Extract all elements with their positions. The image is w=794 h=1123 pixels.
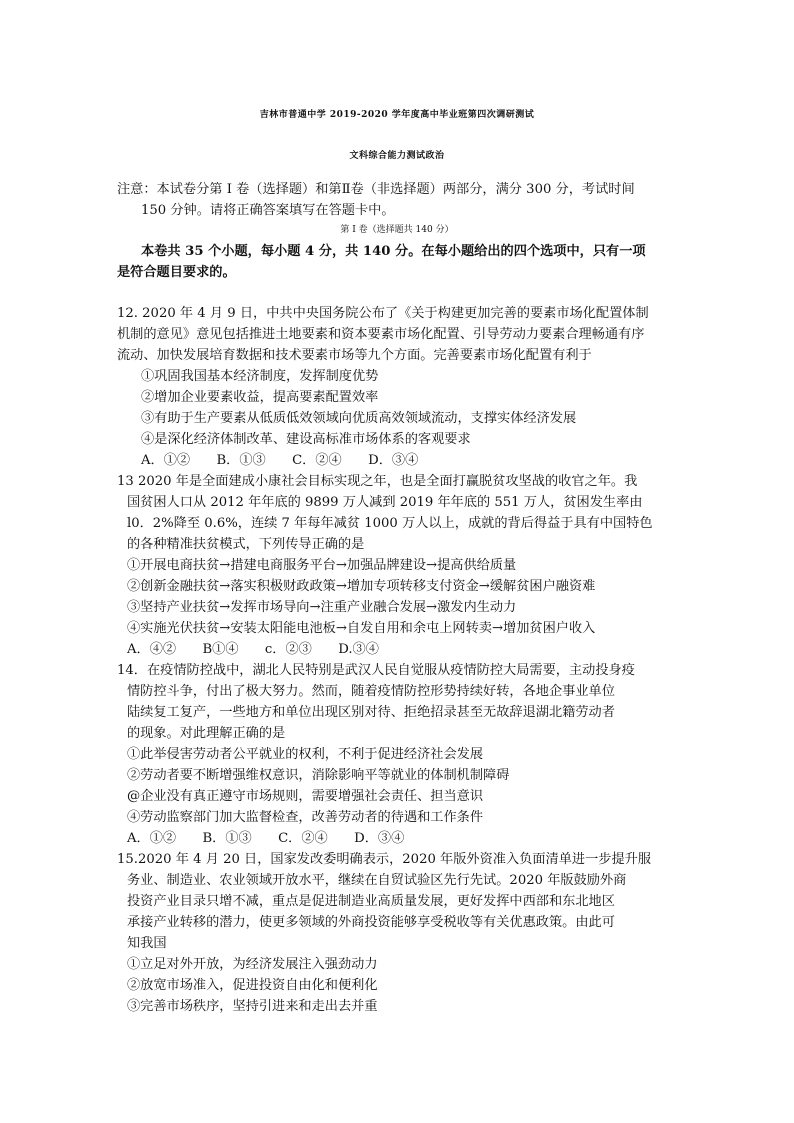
q15-stem-line-4: 承接产业转移的潜力，使更多领域的外商投资能够享受税收等有关优惠政策。由此可 — [127, 915, 615, 930]
q15-option-1: ①立足对外开放，为经济发展注入强劲动力 — [127, 957, 378, 972]
q15-stem-line-3: 投资产业目录只增不减，重点是促进制造业高质量发展，更好发挥中西部和东北地区 — [127, 894, 615, 909]
q13-option-2: ②创新金融扶贫→落实积极财政政策→增加专项转移支付资金→缓解贫困户融资难 — [127, 579, 596, 594]
q15-option-2: ②放宽市场准入，促进投资自由化和便利化 — [127, 978, 378, 993]
q14-stem-line-1: 14．在疫情防控战中，湖北人民特别是武汉人民自觉服从疫情防控大局需要，主动投身疫 — [117, 663, 635, 678]
q13-stem-line-3: l0．2%降至 0.6%，连续 7 年每年减贫 1000 万人以上，成就的背后得益于具有中国特色 — [127, 516, 653, 531]
q13-option-3: ③坚持产业扶贫→发挥市场导向→注重产业融合发展→激发内生动力 — [127, 600, 517, 615]
q12-stem-line-1: 12. 2020 年 4 月 9 日，中共中央国务院公布了《关于构建更加完善的要素市场化配置体制 — [117, 306, 649, 321]
q12-answer-choices: A．①② B．①③ C．②④ D．③④ — [141, 453, 419, 468]
q14-stem-line-2: 情防控斗争，付出了极大努力。然而，随着疫情防控形势持续好转，各地企事业单位 — [127, 684, 615, 699]
q14-option-3: @企业没有真正遵守市场规则，需要增强社会责任、担当意识 — [127, 789, 484, 804]
q14-option-2: ②劳动者要不断增强维权意识，消除影响平等就业的体制机制障碍 — [127, 768, 510, 783]
q13-answer-choices: A．④② B①④ c．②③ D.③④ — [127, 642, 379, 657]
q12-stem-line-3: 流动、加快发展培育数据和技术要素市场等九个方面。完善要素市场化配置有利于 — [117, 348, 592, 363]
q14-stem-line-3: 陆续复工复产，一些地方和单位出现区别对待、拒绝招录甚至无故辞退湖北籍劳动者 — [127, 705, 615, 720]
q14-option-1: ①此举侵害劳动者公平就业的权利，不利于促进经济社会发展 — [127, 747, 484, 762]
exam-subtitle: 文科综合能力测试政治 — [349, 151, 445, 161]
q15-option-3: ③完善市场秩序，坚持引进来和走出去并重 — [127, 999, 378, 1014]
notice-line-2: 150 分钟。请将正确答案填写在答题卡中。 — [141, 203, 395, 218]
section-instruction-2: 是符合题目要求的。 — [117, 265, 236, 280]
section-title: 第 I 卷（选择题共 140 分） — [340, 225, 454, 235]
exam-title: 吉林市普通中学 2019-2020 学年度高中毕业班第四次调研测试 — [259, 110, 535, 120]
q12-option-3: ③有助于生产要素从低质低效领域向优质高效领域流动，支撑实体经济发展 — [141, 411, 577, 426]
q14-stem-line-4: 的现象。对此理解正确的是 — [127, 726, 286, 741]
q13-stem-line-1: 13 2020 年是全面建成小康社会目标实现之年，也是全面打赢脱贫攻坚战的收官之年。我 — [117, 474, 638, 489]
q12-stem-line-2: 机制的意见》意见包括推进土地要素和资本要素市场化配置、引导劳动力要素合理畅通有序 — [117, 327, 645, 342]
section-instruction-1: 本卷共 35 个小题，每小题 4 分，共 140 分。在每小题给出的四个选项中，只有一项 — [141, 244, 646, 259]
q12-option-2: ②增加企业要素收益，提高要素配置效率 — [141, 390, 379, 405]
q13-stem-line-4: 的各种精准扶贫模式，下列传导正确的是 — [127, 537, 365, 552]
q15-stem-line-5: 知我国 — [127, 936, 167, 951]
q12-option-1: ①巩固我国基本经济制度，发挥制度优势 — [141, 369, 379, 384]
q13-option-4: ④实施光伏扶贫→安装太阳能电池板→自发自用和余屯上网转卖→增加贫困户收入 — [127, 621, 596, 636]
q12-option-4: ④是深化经济体制改革、建设高标准市场体系的客观要求 — [141, 432, 471, 447]
q13-option-1: ①开展电商扶贫→措建电商服务平台→加强品牌建设→提高供给质量 — [127, 558, 517, 573]
q15-stem-line-2: 务业、制造业、农业领域开放水平，继续在自贸试验区先行先试。2020 年版鼓励外商 — [127, 873, 627, 888]
q14-answer-choices: A．①② B．①③ C．②④ D．③④ — [127, 831, 405, 846]
q15-stem-line-1: 15.2020 年 4 月 20 日，国家发改委明确表示，2020 年版外资准入负面清单进一步提升服 — [117, 852, 652, 867]
q14-option-4: ④劳动监察部门加大监督检查，改善劳动者的待遇和工作条件 — [127, 810, 484, 825]
notice-line-1: 注意：本试卷分第 I 卷（选择题）和第Ⅱ卷（非选择题）两部分，满分 300 分，考试时间 — [117, 182, 635, 197]
q13-stem-line-2: 国贫困人口从 2012 年年底的 9899 万人减到 2019 年年底的 551 万人，贫困发生率由 — [127, 495, 643, 510]
